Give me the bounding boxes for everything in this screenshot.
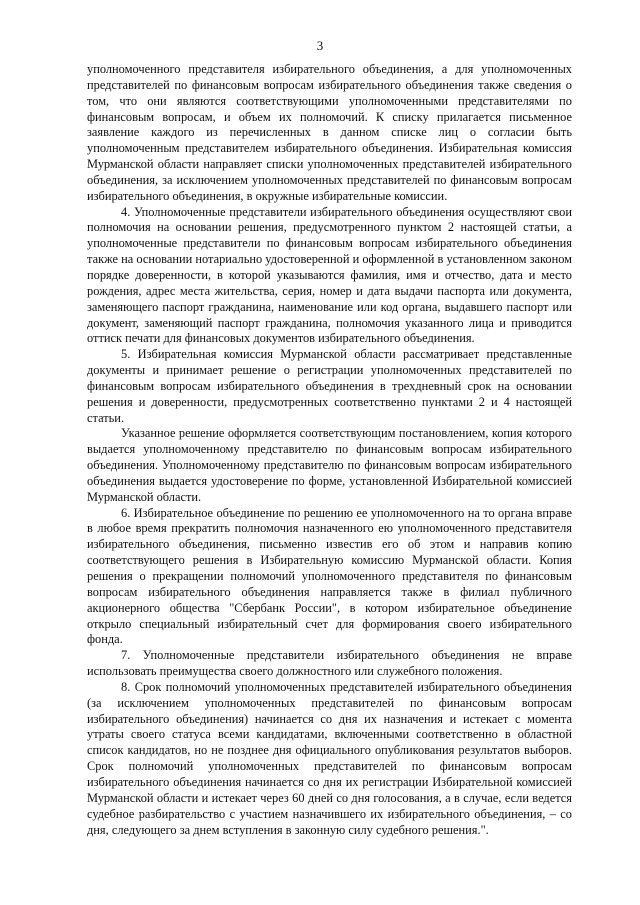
page-number: 3 — [316, 38, 324, 53]
paragraph-item-8: 8. Срок полномочий уполномоченных представителей избирательного объединения (за исключением уполномоченных представителей по финансовым вопросам избирательного объединения) начинается со дня их назначения и истекает с момента утраты своего статуса всеми кандидатами, включенными соответственно в областной список кандидатов, но не позднее дня официального опубликования результатов выборов. Срок полномочий уполномоченных представителей по финансовым вопросам избирательного объединения начинается со дня их регистрации Избирательной комиссией Мурманской области и истекает через 60 дней со дня голосования, а в случае, если ведется судебное разбирательство с участием назначившего их избирательного объединения, – со дня, следующего за днем вступления в законную силу судебного решения.". — [87, 679, 572, 837]
paragraph-decision: Указанное решение оформляется соответствующим постановлением, копия которого выдается уполномоченному представителю по финансовым вопросам избирательного объединения. Уполномоченному представителю по финансовым вопросам избирательного объединения выдается удостоверение по форме, установленной Избирательной комиссией Мурманской области. — [87, 426, 572, 504]
paragraph-item-6: 6. Избирательное объединение по решению ее уполномоченного на то органа вправе в любое время прекратить полномочия назначенного ею уполномоченного представителя избирательного объединения, письменно известив его об этом и направив копию соответствующего решения в Избирательную комиссию Мурманской области. Копия решения о прекращении полномочий уполномоченного представителя по финансовым вопросам избирательного объединения направляется также в филиал публичного акционерного общества "Сбербанк России", в котором избирательное объединение открыло специальный избирательный счет для формирования своего избирательного фонда. — [87, 505, 572, 647]
paragraph-item-7: 7. Уполномоченные представители избирательного объединения не вправе использовать преимущества своего должностного или служебного положения. — [87, 648, 572, 679]
document-body — [87, 62, 572, 838]
paragraph-continuation: уполномоченного представителя избирательного объединения, а для уполномоченных представителей по финансовым вопросам избирательного объединения также сведения о том, что они являются соответствующими уполномоченными представителями по финансовым вопросам, и объем их полномочий. К списку прилагается письменное заявление каждого из перечисленных в данном списке лиц о согласии быть уполномоченным представителем избирательного объединения. Избирательная комиссия Мурманской области направляет списки уполномоченных представителей избирательного объединения, за исключением уполномоченных представителей по финансовым вопросам избирательного объединения, в окружные избирательные комиссии. — [87, 62, 572, 203]
paragraph-item-4: 4. Уполномоченные представители избирательного объединения осуществляют свои полномочия на основании решения, предусмотренного пунктом 2 настоящей статьи, а уполномоченные представители по финансовым вопросам избирательного объединения также на основании нотариально удостоверенной и оформленной в установленном законом порядке доверенности, в которой указываются фамилия, имя и отчество, дата и место рождения, адрес места жительства, серия, номер и дата выдачи паспорта или документа, заменяющего паспорт гражданина, наименование или код органа, выдавшего паспорт или документ, заменяющий паспорт гражданина, полномочия указанного лица и приводится оттиск печати для финансовых документов избирательного объединения. — [87, 204, 572, 346]
paragraph-item-5: 5. Избирательная комиссия Мурманской области рассматривает представленные документы и принимает решение о регистрации уполномоченных представителей по финансовым вопросам избирательного объединения в трехдневный срок на основании решения и доверенности, предусмотренных соответственно пунктами 2 и 4 настоящей статьи. — [87, 347, 572, 425]
